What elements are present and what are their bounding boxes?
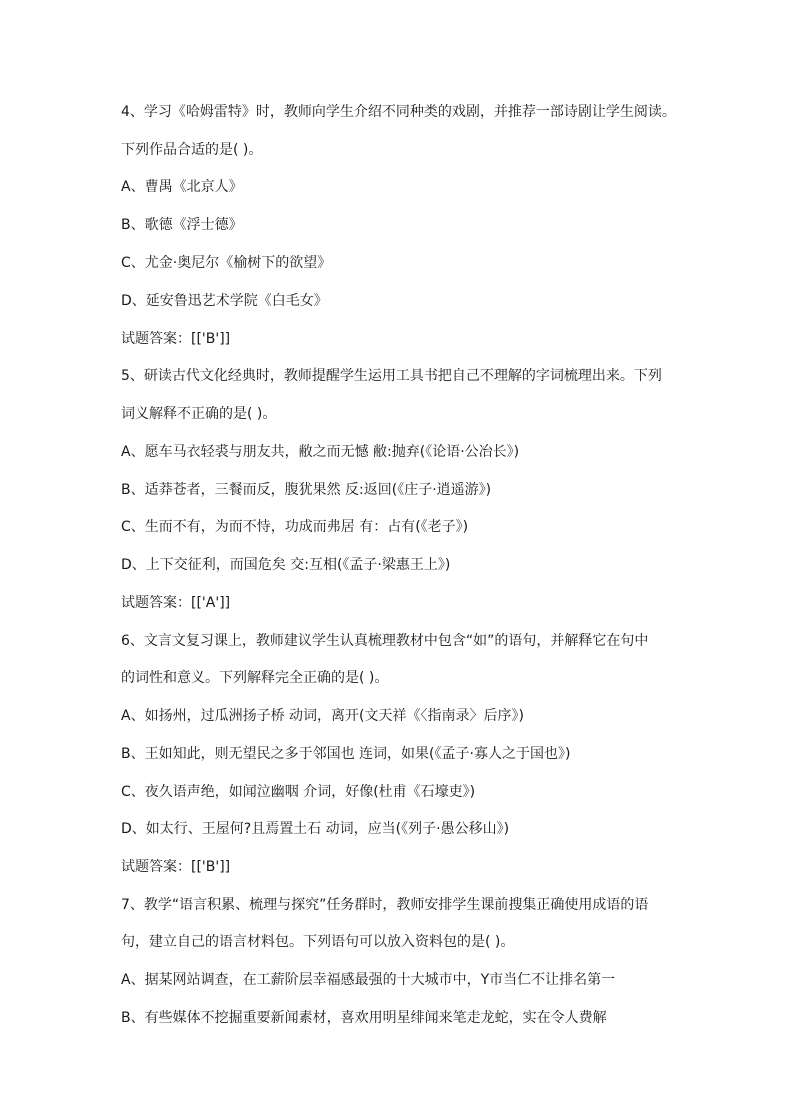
- question-4-option-d: D、延安鲁迅艺术学院《白毛女》: [121, 293, 328, 309]
- question-6-option-d: D、如太行、王屋何?且焉置土石 动词，应当(《列子·愚公移山》): [121, 821, 510, 837]
- question-4-answer: 试题答案：[['B']]: [121, 331, 231, 347]
- question-6-stem-line-2: 的词性和意义。下列解释完全正确的是( )。: [121, 670, 389, 686]
- question-5-answer: 试题答案：[['A']]: [121, 595, 231, 611]
- question-6-answer: 试题答案：[['B']]: [121, 859, 231, 875]
- question-5-option-c: C、生而不有，为而不恃，功成而弗居 有：占有(《老子》): [121, 519, 469, 535]
- question-4-option-c: C、尤金·奥尼尔《榆树下的欲望》: [121, 255, 332, 271]
- question-5-option-a: A、愿车马衣轻裘与朋友共，敝之而无憾 敝:抛弃(《论语·公冶长》): [121, 444, 520, 460]
- question-5-option-d: D、上下交征利，而国危矣 交:互相(《孟子·梁惠王上》): [121, 557, 451, 573]
- question-5-stem-line-2: 词义解释不正确的是( )。: [121, 406, 277, 422]
- question-6-stem-line-1: 6、文言文复习课上，教师建议学生认真梳理教材中包含“如”的语句，并解释它在句中: [121, 633, 649, 649]
- question-4-option-b: B、歌德《浮士德》: [121, 217, 243, 233]
- question-6-option-c: C、夜久语声绝，如闻泣幽咽 介词，好像(杜甫《石壕吏》): [121, 784, 476, 800]
- question-6-option-a: A、如扬州，过瓜洲扬子桥 动词，离开(文天祥《〈指南录〉后序》): [121, 708, 524, 724]
- question-6-option-b: B、王如知此，则无望民之多于邻国也 连词，如果(《孟子·寡人之于国也》): [121, 746, 571, 762]
- question-7-stem-line-2: 句，建立自己的语言材料包。下列语句可以放入资料包的是( )。: [121, 934, 515, 950]
- question-7-option-b: B、有些媒体不挖掘重要新闻素材，喜欢用明星绯闻来笔走龙蛇，实在令人费解: [121, 1010, 607, 1026]
- question-5-stem-line-1: 5、研读古代文化经典时，教师提醒学生运用工具书把自己不理解的字词梳理出来。下列: [121, 368, 662, 384]
- question-5-option-b: B、适莽苍者，三餐而反，腹犹果然 反:返回(《庄子·逍遥游》): [121, 482, 492, 498]
- question-4-option-a: A、曹禺《北京人》: [121, 179, 243, 195]
- question-4-stem-line-1: 4、学习《哈姆雷特》时，教师向学生介绍不同种类的戏剧，并推荐一部诗剧让学生阅读。: [121, 104, 676, 120]
- question-7-option-a: A、据某网站调查，在工薪阶层幸福感最强的十大城市中，Y市当仁不让排名第一: [121, 972, 616, 988]
- question-7-stem-line-1: 7、教学“语言积累、梳理与探究”任务群时，教师安排学生课前搜集正确使用成语的语: [121, 897, 649, 913]
- question-4-stem-line-2: 下列作品合适的是( )。: [121, 142, 263, 158]
